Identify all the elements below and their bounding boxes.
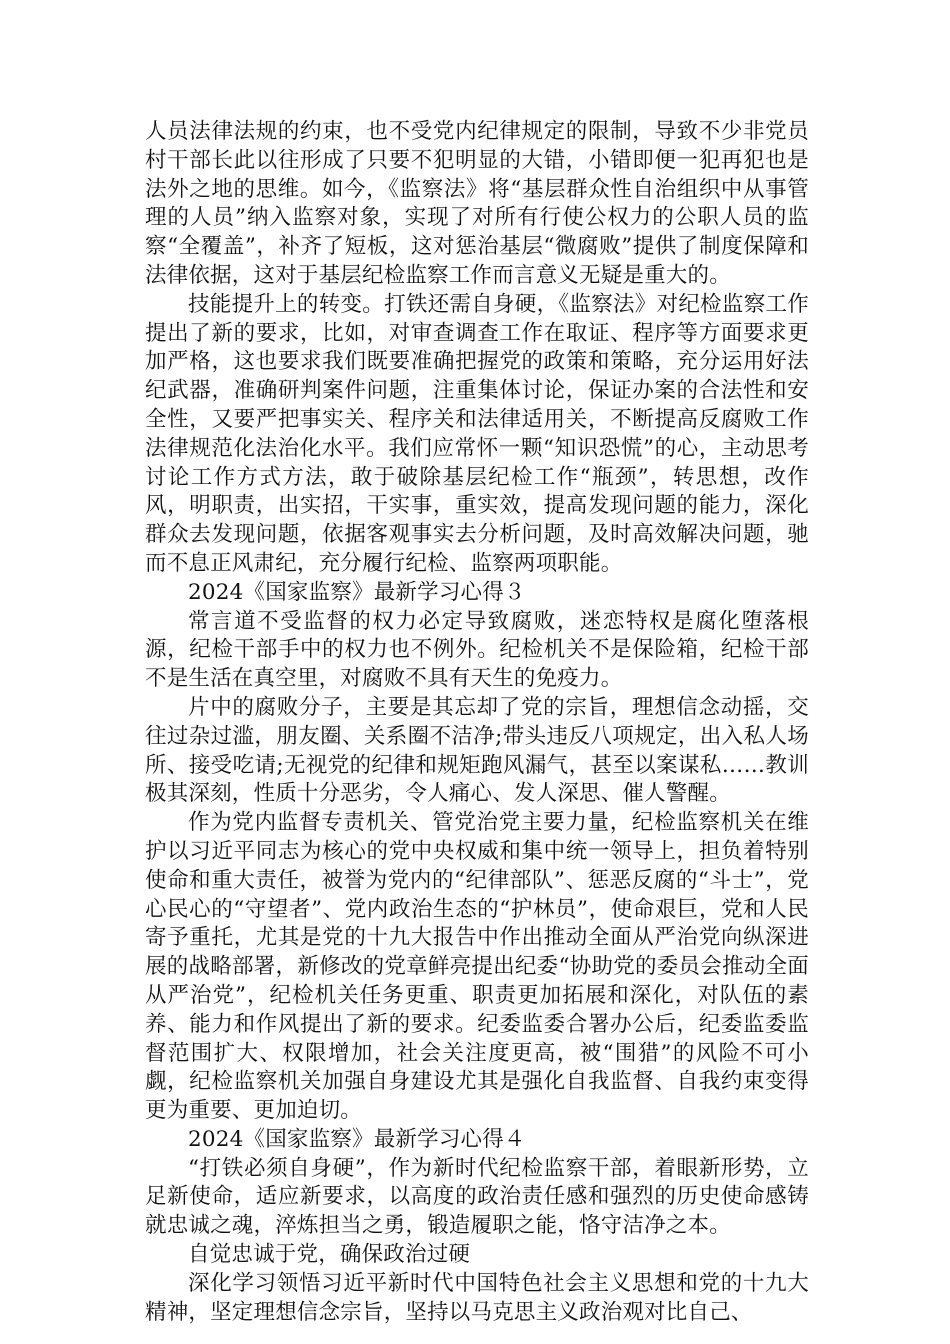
paragraph-subheading-loyalty: 自觉忠诚于党，确保政治过硬 xyxy=(188,1242,471,1268)
paragraph-mission: 作为党内监督专责机关、管党治党主要力量，纪检监察机关在维护以习近平同志为核心的党中央权威和集中统一领导上，担负着特别使命和重大责任，被誉为党内的“纪律部队”、惩恶反腐的“斗士”，党心民心的“守望者”、党内政治生态的“护林员”，使命艰巨，党和人民寄予重托，尤其是党的十九大报告中作出推动全面从严治党向纵深进展的战略部署，新修改的党章鲜亮提出纪委“协助党的委员会推动全面从严治党”，纪检机关任务更重、职责更加拓展和深化，对队伍的素养、能力和作风提出了新的要求。纪委监委合署办公后，纪委监委监督范围扩大、权限增加，社会关注度更高，被“围猎”的风险不可小觑，纪检监察机关加强自身建设尤其是强化自我监督、自我约束变得更为重要、更加迫切。 xyxy=(145,810,809,1124)
document-body xyxy=(145,118,809,1327)
paragraph-skill-improvement: 技能提升上的转变。打铁还需自身硬，《监察法》对纪检监察工作提出了新的要求，比如，对审查调查工作在取证、程序等方面要求更加严格，这也要求我们既要准确把握党的政策和策略，充分运用好法纪武器，准确研判案件问题，注重集体讨论，保证办案的合法性和安全性，又要严把事实关、程序关和法律适用关，不断提高反腐败工作法律规范化法治化水平。我们应常怀一颗“知识恐慌”的心，主动思考讨论工作方式方法，敢于破除基层纪检工作“瓶颈”，转思想，改作风，明职责，出实招，干实事，重实效，提高发现问题的能力，深化群众去发现问题，依据客观事实去分析问题，及时高效解决问题，驰而不息正风肃纪，充分履行纪检、监察两项职能。 xyxy=(145,291,809,576)
paragraph-study: 深化学习领悟习近平新时代中国特色社会主义思想和党的十九大精神，坚定理想信念宗旨，坚持以马克思主义政治观对比自己、 xyxy=(145,1270,809,1325)
paragraph-power-supervision: 常言道不受监督的权力必定导致腐败，迷恋特权是腐化堕落根源，纪检干部手中的权力也不例外。纪检机关不是保险箱，纪检干部不是生活在真空里，对腐败不具有天生的免疫力。 xyxy=(145,608,809,692)
section-heading-4: 2024《国家监察》最新学习心得４ xyxy=(188,1126,526,1152)
paragraph-corruption-lessons: 片中的腐败分子，主要是其忘却了党的宗旨，理想信念动摇，交往过杂过滥，朋友圈、关系圈不洁净;带头违反八项规定，出入私人场所、接受吃请;无视党的纪律和规矩跑风漏气，甚至以案谋私……教训极其深刻，性质十分恶劣，令人痛心、发人深思、催人警醒。 xyxy=(145,694,809,807)
paragraph-continued: 人员法律法规的约束，也不受党内纪律规定的限制，导致不少非党员村干部长此以往形成了只要不犯明显的大错，小错即便一犯再犯也是法外之地的思维。如今，《监察法》将“基层群众性自治组织中从事管理的人员”纳入监察对象，实现了对所有行使公权力的公职人员的监察“全覆盖”，补齐了短板，这对惩治基层“微腐败”提供了制度保障和法律依据，这对于基层纪检监察工作而言意义无疑是重大的。 xyxy=(145,119,809,288)
section-heading-3: 2024《国家监察》最新学习心得３ xyxy=(188,579,526,605)
paragraph-self-discipline: “打铁必须自身硬”，作为新时代纪检监察干部，着眼新形势，立足新使命，适应新要求，以高度的政治责任感和强烈的历史使命感铸就忠诚之魂，淬炼担当之勇，锻造履职之能，恪守洁净之本。 xyxy=(145,1155,809,1239)
